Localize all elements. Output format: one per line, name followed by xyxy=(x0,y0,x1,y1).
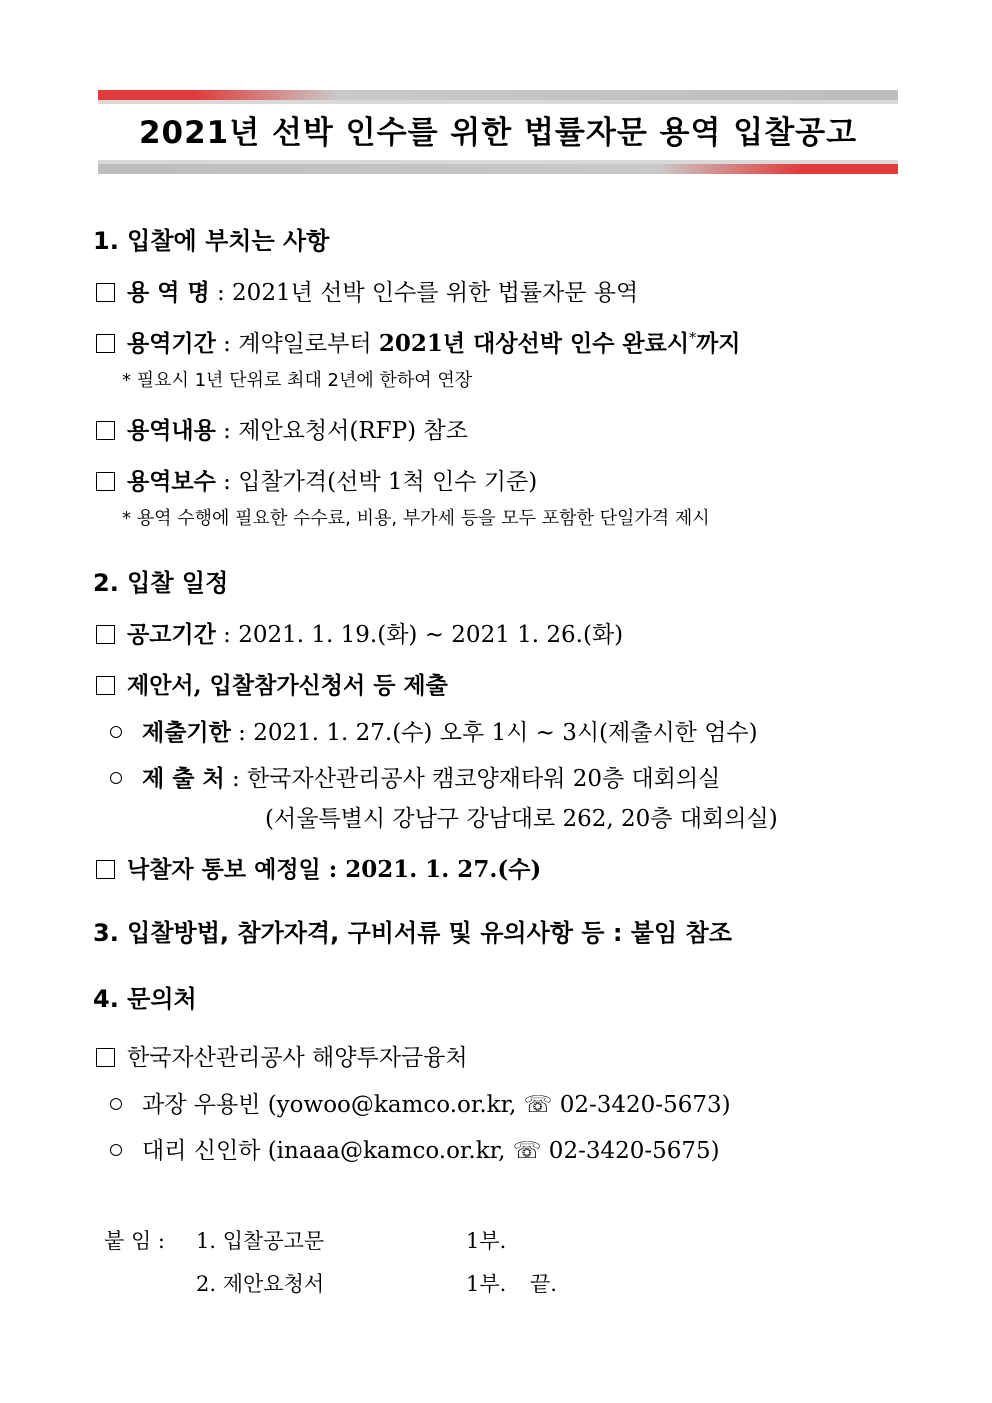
checkbox-icon xyxy=(96,625,115,644)
place-line: 제 출 처 : 한국자산관리공사 캠코양재타워 20층 대회의실 xyxy=(110,760,720,793)
service-fee-line: 용역보수 : 입찰가격(선박 1척 인수 기준) xyxy=(96,463,537,496)
deadline-label: 제출기한 xyxy=(142,719,231,746)
service-fee-value: 입찰가격(선박 1척 인수 기준) xyxy=(238,469,538,495)
title-top-bar xyxy=(98,90,898,100)
service-name-line: 용 역 명 : 2021년 선박 인수를 위한 법률자문 용역 xyxy=(96,274,638,307)
attachment-item2-count: 1부. xyxy=(466,1272,507,1296)
submission-heading: 제안서, 입찰참가신청서 등 제출 xyxy=(127,672,448,699)
contact1: 과장 우용빈 (yowoo@kamco.or.kr, ☏ 02-3420-5673) xyxy=(142,1092,731,1118)
checkbox-icon xyxy=(96,1048,115,1067)
checkbox-icon xyxy=(96,334,115,353)
service-content-value: 제안요청서(RFP) 참조 xyxy=(238,418,468,444)
notice-period-line: 공고기간 : 2021. 1. 19.(화) ~ 2021 1. 26.(화) xyxy=(96,616,623,649)
bullet-circle-icon xyxy=(110,1144,122,1156)
notice-period-value: 2021. 1. 19.(화) ~ 2021 1. 26.(화) xyxy=(238,622,624,648)
checkbox-icon xyxy=(96,860,115,879)
service-period-bold: 2021년 대상선박 인수 완료시 xyxy=(378,330,690,357)
contact1-line xyxy=(110,1086,731,1119)
service-content-label: 용역내용 xyxy=(127,417,216,444)
place-value: 한국자산관리공사 캠코양재타워 20층 대회의실 xyxy=(247,766,721,792)
deadline-value: 2021. 1. 27.(수) 오후 1시 ~ 3시(제출시한 엄수) xyxy=(253,720,758,746)
deadline-line: 제출기한 : 2021. 1. 27.(수) 오후 1시 ~ 3시(제출시한 엄수) xyxy=(110,714,758,747)
attachment-item1-count: 1부. xyxy=(466,1229,507,1253)
service-content-line: 용역내용 : 제안요청서(RFP) 참조 xyxy=(96,412,468,445)
attachment-item1: 1. 입찰공고문 xyxy=(196,1229,325,1253)
place-label: 제 출 처 xyxy=(142,765,225,792)
service-period-line: 용역기간 : 계약일로부터 2021년 대상선박 인수 완료시*까지 xyxy=(96,325,741,358)
service-fee-label: 용역보수 xyxy=(127,468,216,495)
section2-heading: 2. 입찰 일정 xyxy=(93,569,229,597)
service-name-value: 2021년 선박 인수를 위한 법률자문 용역 xyxy=(232,280,639,306)
section4-heading: 4. 문의처 xyxy=(93,985,197,1013)
service-period-label: 용역기간 xyxy=(127,330,216,357)
bullet-circle-icon xyxy=(110,1098,122,1110)
award-text: 낙찰자 통보 예정일 : 2021. 1. 27.(수) xyxy=(127,856,542,883)
contact2-line xyxy=(110,1132,720,1165)
checkbox-icon xyxy=(96,676,115,695)
service-period-plain: 계약일로부터 xyxy=(238,331,372,357)
service-period-note: * 필요시 1년 단위로 최대 2년에 한하여 연장 xyxy=(122,370,473,391)
bullet-circle-icon xyxy=(110,772,122,784)
service-fee-note: * 용역 수행에 필요한 수수료, 비용, 부가세 등을 모두 포함한 단일가격 제시 xyxy=(122,508,710,529)
bullet-circle-icon xyxy=(110,726,122,738)
title-top-bar-thin xyxy=(98,100,898,104)
notice-period-label: 공고기간 xyxy=(127,621,216,648)
checkbox-icon xyxy=(96,472,115,491)
attachment-item2: 2. 제안요청서 xyxy=(196,1272,325,1296)
title-bottom-bar xyxy=(98,164,898,174)
service-period-sup: * xyxy=(689,330,697,347)
checkbox-icon xyxy=(96,421,115,440)
submission-line xyxy=(96,667,448,700)
contact-org: 한국자산관리공사 해양투자금융처 xyxy=(127,1045,468,1071)
award-line xyxy=(96,851,541,884)
service-name-label: 용 역 명 xyxy=(127,279,210,306)
contact2: 대리 신인하 (inaaa@kamco.or.kr, ☏ 02-3420-5675) xyxy=(142,1138,720,1164)
service-period-tail: 까지 xyxy=(696,330,741,357)
document-title: 2021년 선박 인수를 위한 법률자문 용역 입찰공고 xyxy=(138,115,858,151)
section3-heading: 3. 입찰방법, 참가자격, 구비서류 및 유의사항 등 : 붙임 참조 xyxy=(93,919,732,947)
checkbox-icon xyxy=(96,283,115,302)
title-banner xyxy=(98,90,898,174)
document-end-mark: 끝. xyxy=(530,1272,557,1296)
contact-org-line xyxy=(96,1039,468,1072)
place-address: (서울특별시 강남구 강남대로 262, 20층 대회의실) xyxy=(265,806,778,832)
section1-heading: 1. 입찰에 부치는 사항 xyxy=(93,227,330,255)
attachments-label: 붙 임 : xyxy=(104,1229,165,1253)
